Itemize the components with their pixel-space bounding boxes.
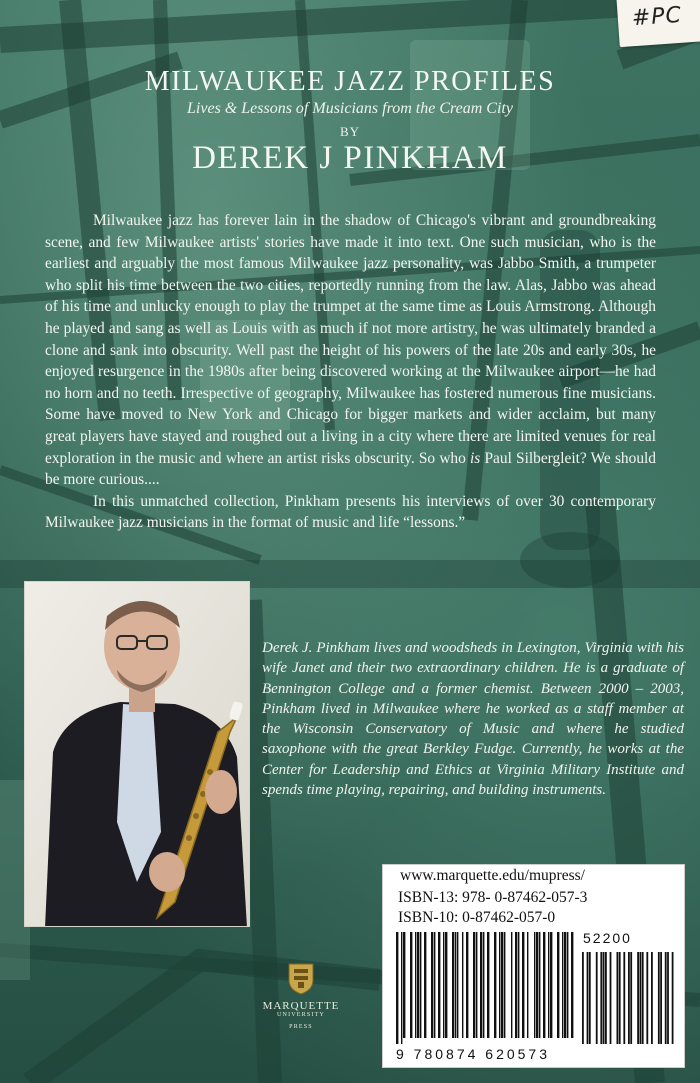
- author-photo-saxophone-icon: [25, 582, 250, 927]
- barcode-bar: [466, 932, 468, 1038]
- book-subtitle: Lives & Lessons of Musicians from the Cream City: [187, 100, 513, 117]
- description-paragraph-2: In this unmatched collection, Pinkham presents his interviews of over 30 contemporary Milwaukee jazz musicians in the format of music and life “lessons.”: [45, 492, 656, 532]
- barcode-bar: [476, 932, 477, 1038]
- addon-barcode-bar: [640, 952, 642, 1044]
- barcode-bar: [548, 932, 549, 1038]
- barcode-bar: [452, 932, 454, 1038]
- addon-barcode-bar: [617, 952, 619, 1044]
- barcode-bar: [501, 932, 503, 1038]
- barcode-bar: [539, 932, 540, 1038]
- barcode-digits: 9 780874 620573: [396, 1046, 550, 1062]
- publisher-url: www.marquette.edu/mupress/: [400, 867, 585, 884]
- addon-barcode-bar: [582, 952, 584, 1044]
- description-p1-emphasis: is: [470, 449, 481, 467]
- barcode-bar: [462, 932, 463, 1038]
- barcode-bar: [515, 932, 517, 1038]
- barcode-bar: [445, 932, 447, 1038]
- addon-barcode-bar: [600, 952, 602, 1044]
- barcode-bar: [415, 932, 416, 1038]
- barcode-bar: [557, 932, 559, 1038]
- description-paragraph-1: [45, 210, 656, 491]
- barcode-bar: [550, 932, 552, 1038]
- addon-barcode-bar: [637, 952, 639, 1044]
- description-p1-start: Milwaukee jazz has forever lain in the shadow of Chicago's vibrant and groundbreaking scene, and few Milwaukee artists' stories have made it into text. One such musician, who is the earliest and arguably the most famous Milwaukee jazz personality, was Jabbo Smith, a trumpeter who split his time between the two cities, reportedly running from the law. Alas, Jabbo was ahead of his time and unlucky enough to play the trumpet at the same time as Louis Armstrong. Although he played and sang as well as Louis with as much if not more artistry, he was ultimately branded a clone and sank into obscurity. Well past the height of his powers of the late 20s and early 30s, he enjoyed resurgence in the 1980s after being discovered working at the Milwaukee airport—he had no horn and no teeth. Irrespective of geography, Milwaukee has fostered numerous fine musicians. Some have moved to New York and Chicago for bigger markets and wider acclaim, but many great players have stayed and roughed out a living in a city where there are limited venues for real exploration in the music and where an artist risks obscurity. So who: [45, 212, 656, 467]
- sticker-label: #PC: [631, 2, 683, 32]
- barcode-bar: [457, 932, 458, 1038]
- isbn-13: ISBN-13: 978- 0-87462-057-3: [398, 889, 588, 906]
- publisher-university: UNIVERSITY: [277, 1012, 325, 1018]
- addon-barcode-bar: [623, 952, 625, 1044]
- library-sticker: [616, 0, 700, 47]
- barcode-bar: [420, 932, 421, 1038]
- barcode-bar: [564, 932, 566, 1038]
- addon-barcode-bar: [660, 952, 662, 1044]
- publisher-logo: [236, 960, 366, 1030]
- barcode-bar: [499, 932, 500, 1038]
- book-description: [45, 210, 656, 534]
- addon-barcode-bar: [605, 952, 607, 1044]
- book-title: MILWAUKEE JAZZ PROFILES: [144, 66, 556, 97]
- addon-barcode-bar: [610, 952, 612, 1044]
- author-bio: Derek J. Pinkham lives and woodsheds in Lexington, Virginia with his wife Janet and their two extraordinary children. He is a graduate of Bennington College and a former chemist. Between 2000 – 2003, Pinkham lived in Milwaukee where he worked as a staff member at the Wisconsin Conservatory of Music and where he studied saxophone with the great Berkley Fudge. Currently, he works at the Center for Leadership and Ethics at Virginia Military Institute and spends time playing, repairing, and building instruments.: [262, 640, 684, 799]
- barcode-icon: [396, 932, 680, 1046]
- addon-barcode-bar: [628, 952, 630, 1044]
- author-name: DEREK J PINKHAM: [192, 140, 508, 176]
- price-code: 52200: [583, 930, 632, 946]
- addon-barcode-bar: [642, 952, 644, 1044]
- barcode-bar: [455, 932, 456, 1038]
- addon-barcode-bar: [651, 952, 653, 1044]
- barcode-bar: [483, 932, 484, 1038]
- addon-barcode-bar: [619, 952, 621, 1044]
- barcode-bar: [534, 932, 535, 1038]
- addon-barcode-bar: [665, 952, 667, 1044]
- publisher-press: PRESS: [289, 1024, 313, 1030]
- barcode-bar: [543, 932, 545, 1038]
- barcode-bar: [504, 932, 505, 1038]
- barcode-bar: [438, 932, 440, 1038]
- barcode-bar: [401, 932, 402, 1044]
- addon-barcode-bar: [646, 952, 648, 1044]
- barcode-bar: [410, 932, 412, 1038]
- barcode-bar: [518, 932, 519, 1038]
- addon-barcode-bar: [603, 952, 605, 1044]
- barcode-bar: [571, 932, 573, 1038]
- barcode-bar: [443, 932, 444, 1038]
- barcode-bar: [417, 932, 419, 1038]
- by-label: BY: [339, 124, 361, 139]
- publisher-name: MARQUETTE: [262, 1000, 340, 1012]
- addon-barcode-bar: [587, 952, 589, 1044]
- addon-barcode-bar: [630, 952, 632, 1044]
- barcode-bar: [431, 932, 433, 1038]
- barcode-bar: [562, 932, 563, 1038]
- addon-barcode-bar: [589, 952, 591, 1044]
- barcode-bar: [424, 932, 426, 1038]
- isbn-10: ISBN-10: 0-87462-057-0: [398, 909, 556, 926]
- author-photo: [24, 581, 250, 927]
- barcode-bar: [480, 932, 482, 1038]
- barcode-bar: [403, 932, 405, 1038]
- addon-barcode-bar: [667, 952, 669, 1044]
- barcode-bar: [494, 932, 496, 1038]
- barcode-bar: [434, 932, 435, 1038]
- university-crest-icon: [286, 960, 316, 996]
- barcode-bar: [536, 932, 538, 1038]
- addon-barcode-bar: [658, 952, 660, 1044]
- addon-barcode-bar: [596, 952, 598, 1044]
- addon-barcode-bar: [672, 952, 674, 1044]
- barcode-bar: [487, 932, 489, 1038]
- barcode-bar: [511, 932, 512, 1038]
- barcode-bar: [527, 932, 528, 1038]
- barcode-bar: [522, 932, 524, 1038]
- barcode-bar: [567, 932, 568, 1038]
- barcode-bar: [396, 932, 398, 1044]
- description-p1-end: Paul Silbergleit? We should be more curious....: [45, 449, 656, 489]
- barcode-bar: [473, 932, 475, 1038]
